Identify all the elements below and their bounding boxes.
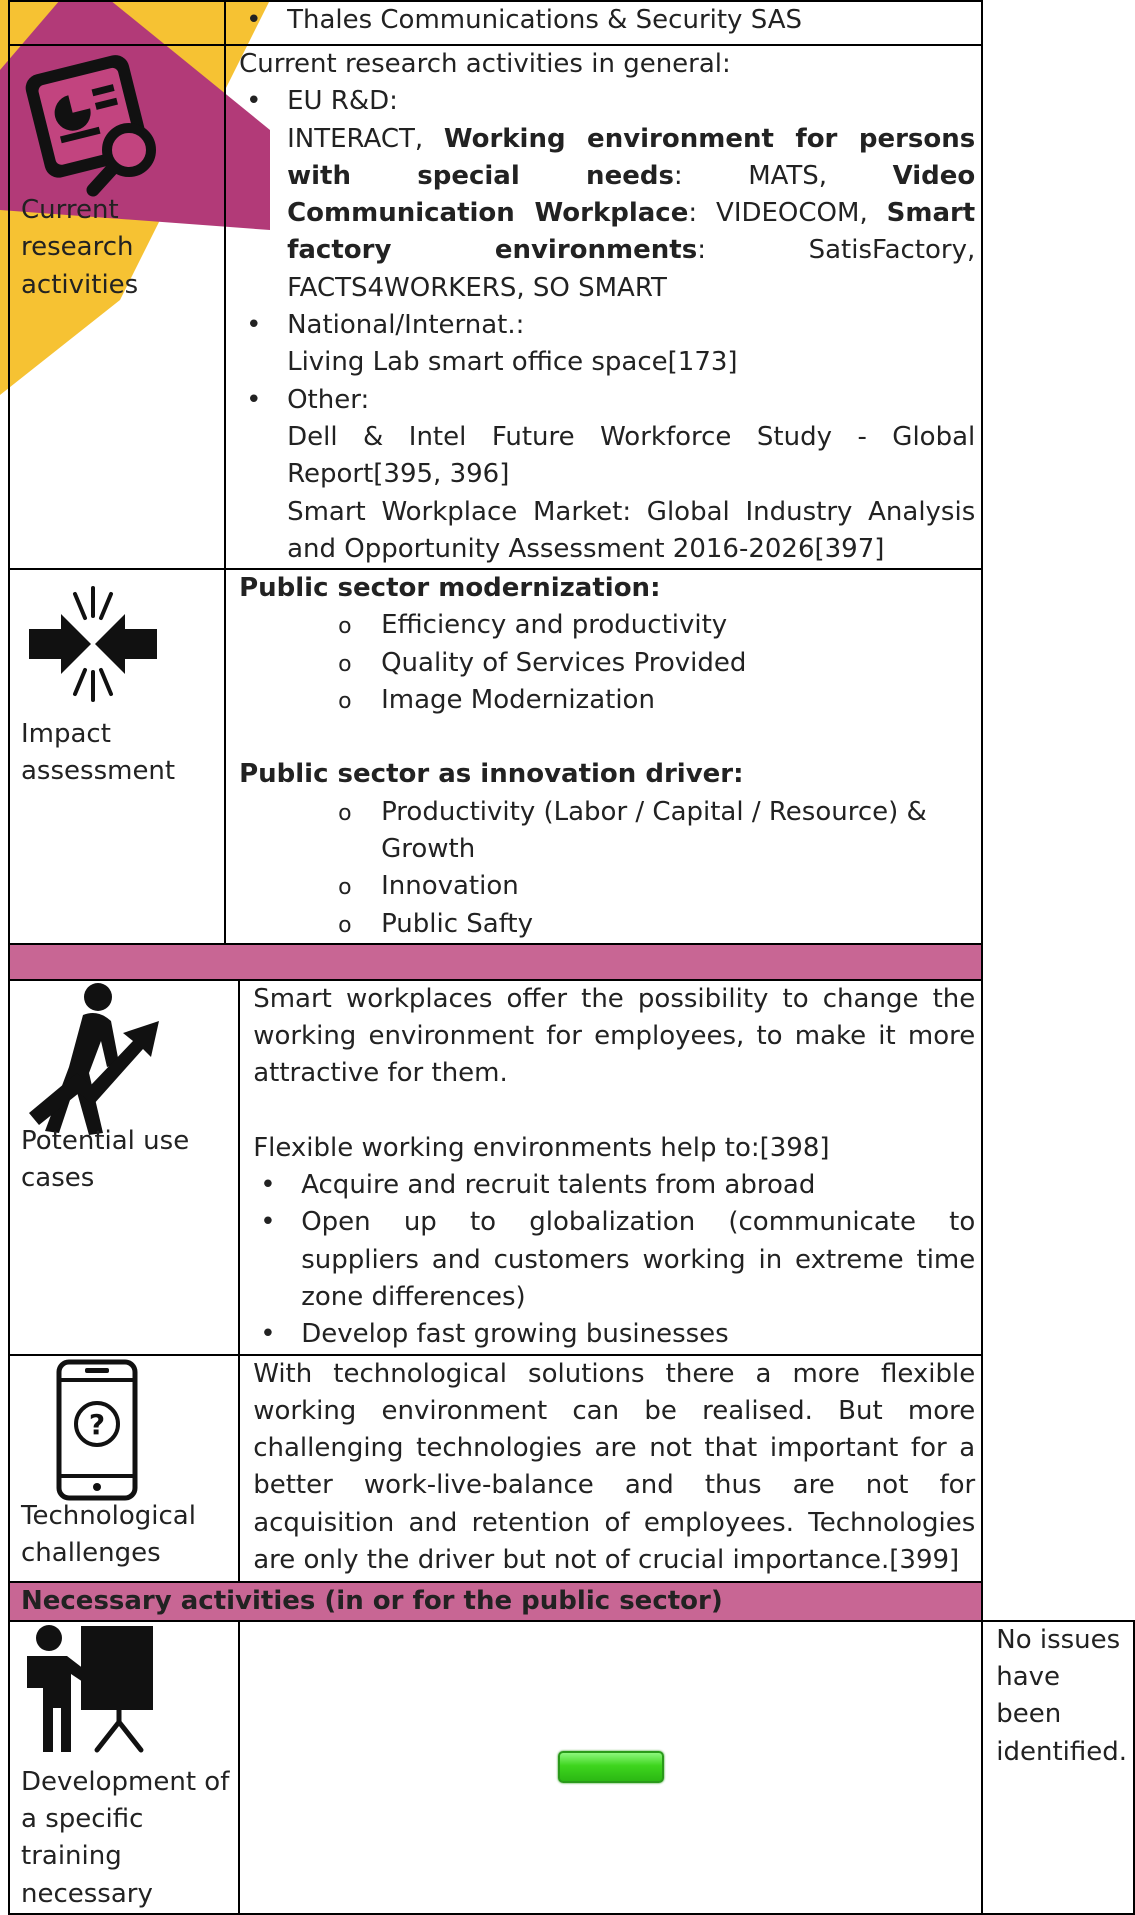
national-text: Living Lab smart office space[173] [287, 347, 738, 378]
research-report-icon [23, 50, 163, 200]
row-tech [9, 1355, 1134, 1582]
national-heading: • National/Internat.: [287, 310, 525, 341]
list-item [239, 382, 975, 568]
row-research [9, 45, 1134, 569]
bullet-list [253, 1167, 975, 1353]
row-impact [9, 569, 1134, 944]
section-band-cell [9, 944, 982, 980]
label-cell [9, 980, 239, 1355]
eu-projects [287, 121, 975, 307]
list-item: • Thales Communications & Security SAS [239, 2, 975, 39]
sub-list [239, 794, 975, 943]
list-item: o Quality of Services Provided [239, 645, 975, 682]
row-label: Technological challenges [21, 1500, 196, 1568]
row-label: Impact assessment [21, 719, 176, 787]
content-cell [239, 980, 982, 1355]
list-item: o Efficiency and productivity [239, 607, 975, 644]
bullet-list [239, 83, 975, 568]
row-usecases [9, 980, 1134, 1355]
bold-run: Video Communication Workplace [287, 160, 976, 229]
row-label: Current research activities [21, 195, 139, 300]
smartphone-question-icon [23, 1358, 173, 1504]
bold-run: Working environment for persons with special needs [287, 123, 976, 191]
usecases-intro: Flexible working environments help to:[398] [253, 1132, 830, 1163]
text-run: : VIDEOCOM, [688, 198, 887, 229]
row-thales [9, 1, 1134, 45]
impact-heading-1: Public sector modernization: [239, 573, 661, 604]
list-item [239, 83, 975, 307]
list-item: • Open up to globalization (communicate to suppliers and customers working in extreme time zone differences) [253, 1204, 975, 1316]
eu-heading: • EU R&D: [287, 86, 398, 117]
list-item [239, 307, 975, 382]
list-item: o Innovation [239, 868, 975, 905]
label-cell-empty [9, 1, 225, 45]
svg-text:?: ? [88, 1407, 106, 1441]
section-header: Necessary activities (in or for the public sector) [9, 1582, 982, 1621]
status-cell [239, 1621, 982, 1914]
impact-heading-2: Public sector as innovation driver: [239, 759, 744, 790]
other-heading: • Other: [287, 384, 370, 415]
spacer [239, 719, 975, 756]
research-intro: Current research activities in general: [239, 49, 731, 79]
list-item: • Develop fast growing businesses [253, 1316, 975, 1353]
label-cell [9, 45, 225, 569]
label-cell [9, 1355, 239, 1582]
bold-run: Smart factory environments [287, 198, 976, 266]
text-run: INTERACT, [287, 123, 444, 154]
document-table [8, 0, 1135, 1915]
presentation-trainer-icon [23, 1624, 173, 1764]
text-run: : MATS, [673, 160, 893, 191]
other-text-1: Dell & Intel Future Workforce Study - Global Report[395, 396] [287, 421, 976, 490]
content-cell [225, 45, 982, 569]
label-cell [9, 569, 225, 944]
row-label: Development of a specific training necessary [21, 1766, 230, 1909]
section-band [9, 944, 1134, 980]
content-cell: With technological solutions there a more flexible working environment can be realised. But more challenging technologies are not that important for a better work-live-balance and thus are not for acquisition and retention of employees. Technologies are only the driver but not of crucial importance.[399] [239, 1355, 982, 1582]
row-necessary-header [9, 1582, 1134, 1621]
list-item: • Acquire and recruit talents from abroad [253, 1167, 975, 1204]
row-label: Potential use cases [21, 1125, 190, 1194]
status-indicator-green [558, 1751, 664, 1783]
usecases-paragraph: Smart workplaces offer the possibility to change the working environment for employees, to make it more attractive for them. [253, 983, 976, 1089]
list-item: o Productivity (Labor / Capital / Resource) & Growth [239, 794, 975, 869]
text-run: : SatisFactory, FACTS4WORKERS, SO SMART [287, 235, 976, 303]
impact-burst-icon [23, 584, 163, 714]
list-item: o Image Modernization [239, 682, 975, 719]
content-cell [225, 1, 982, 45]
sub-list [239, 607, 975, 719]
other-text-2: Smart Workplace Market: Global Industry Analysis and Opportunity Assessment 2016-2026[397] [287, 496, 976, 564]
growth-person-icon [23, 981, 173, 1141]
spacer [253, 1093, 975, 1130]
bullet-list [239, 2, 975, 39]
label-cell [9, 1621, 239, 1914]
content-cell [225, 569, 982, 944]
content-cell: No issues have been identified. [982, 1621, 1134, 1914]
row-training [9, 1621, 1134, 1914]
list-item: o Public Safty [239, 906, 975, 943]
